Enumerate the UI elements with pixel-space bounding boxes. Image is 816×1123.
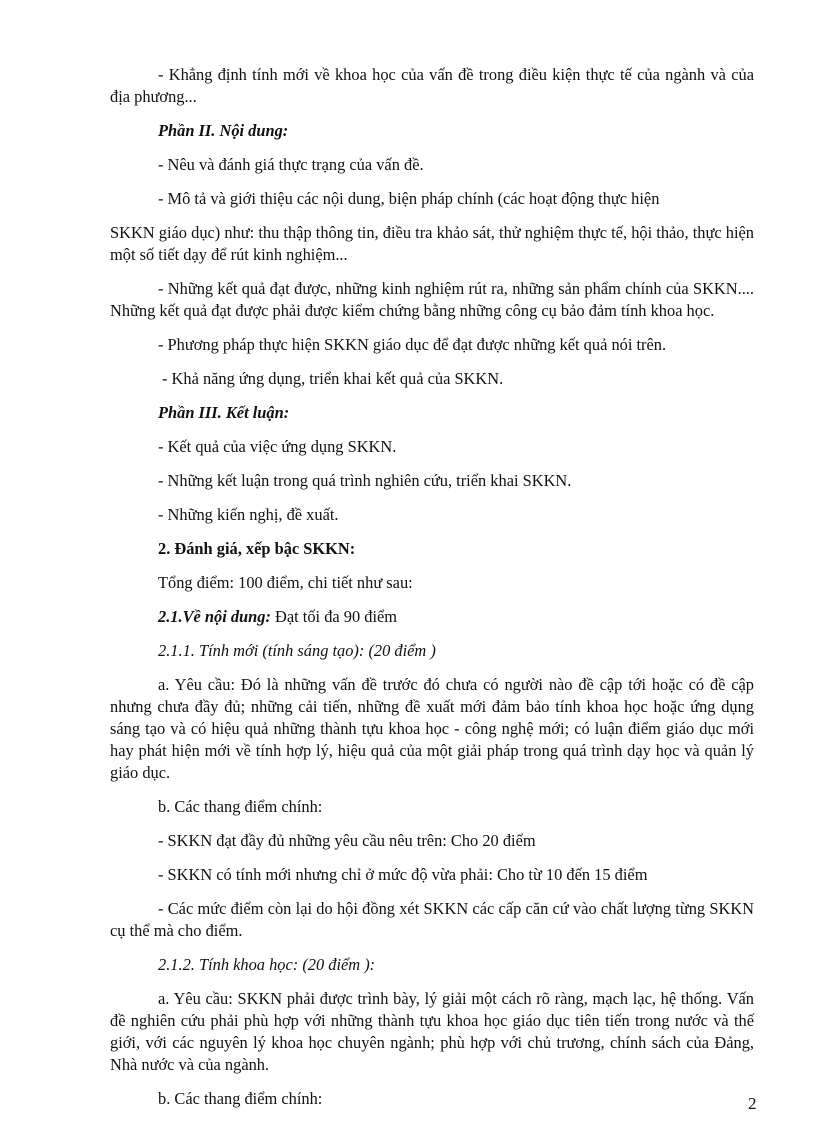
paragraph: - Những kết luận trong quá trình nghiên cứu, triển khai SKKN. — [158, 471, 572, 490]
paragraph: - Mô tả và giới thiệu các nội dung, biện pháp chính (các hoạt động thực hiện — [158, 189, 660, 208]
paragraph: - Khẳng định tính mới về khoa học của vấn đề trong điều kiện thực tế của ngành và của địa phương... — [110, 65, 754, 106]
paragraph: - Phương pháp thực hiện SKKN giáo dục để đạt được những kết quả nói trên. — [158, 335, 667, 354]
paragraph: SKKN giáo dục) như: thu thập thông tin, điều tra khảo sát, thử nghiệm thực tế, hội thảo, thực hiện một số tiết dạy để rút kinh nghiệm... — [110, 223, 754, 264]
paragraph: - Những kiến nghị, đề xuất. — [158, 505, 339, 524]
paragraph: a. Yêu cầu: Đó là những vấn đề trước đó chưa có người nào đề cập tới hoặc có đề cập nhưng chưa đầy đủ; những cải tiến, những đề xuất mới đảm bảo tính khoa học hoặc ứng dụng sáng tạo và có hiệu quả những thành tựu khoa học - công nghệ mới; có luận điểm giáo dục mới hay phát hiện mới về tính hợp lý, hiệu quả của một giải pháp trong quá trình dạy học và quản lý giáo dục. — [110, 675, 754, 782]
subsection-heading-scientific: 2.1.2. Tính khoa học: (20 điểm ): — [158, 955, 376, 974]
paragraph: - SKKN đạt đầy đủ những yêu cầu nêu trên: Cho 20 điểm — [158, 831, 536, 850]
document-page — [110, 64, 754, 1110]
subsection-label: 2.1.Về nội dung: — [158, 607, 271, 626]
paragraph: b. Các thang điểm chính: — [158, 1089, 323, 1108]
paragraph: - SKKN có tính mới nhưng chỉ ở mức độ vừa phải: Cho từ 10 đến 15 điểm — [158, 865, 648, 884]
paragraph: - Các mức điểm còn lại do hội đồng xét SKKN các cấp căn cứ vào chất lượng từng SKKN cụ thể mà cho điểm. — [110, 899, 754, 940]
section-heading-part-3: Phần III. Kết luận: — [158, 403, 290, 422]
paragraph: - Khả năng ứng dụng, triển khai kết quả của SKKN. — [162, 369, 504, 388]
paragraph: Tổng điểm: 100 điểm, chi tiết như sau: — [158, 573, 413, 592]
paragraph: - Nêu và đánh giá thực trạng của vấn đề. — [158, 155, 424, 174]
paragraph: - Những kết quả đạt được, những kinh nghiệm rút ra, những sản phẩm chính của SKKN.... Những kết quả đạt được phải được kiểm chứng bằng những công cụ bảo đảm tính khoa học. — [110, 279, 754, 320]
paragraph: a. Yêu cầu: SKKN phải được trình bày, lý giải một cách rõ ràng, mạch lạc, hệ thống. Vấn đề nghiên cứu phải phù hợp với những thành tựu khoa học giáo dục tiên tiến trong nước và thế giới, với các nguyên lý khoa học chuyên ngành; phù hợp với chủ trương, chính sách của Đảng, Nhà nước và của ngành. — [110, 989, 754, 1074]
subsection-heading-novelty: 2.1.1. Tính mới (tính sáng tạo): (20 điểm ) — [158, 641, 436, 660]
section-heading-part-2: Phần II. Nội dung: — [158, 121, 289, 140]
paragraph: - Kết quả của việc ứng dụng SKKN. — [158, 437, 397, 456]
subsection-heading — [110, 606, 754, 628]
section-heading-evaluation: 2. Đánh giá, xếp bậc SKKN: — [158, 539, 356, 558]
subsection-text: Đạt tối đa 90 điểm — [270, 607, 398, 626]
page-number: 2 — [748, 1094, 757, 1113]
paragraph: b. Các thang điểm chính: — [158, 797, 323, 816]
